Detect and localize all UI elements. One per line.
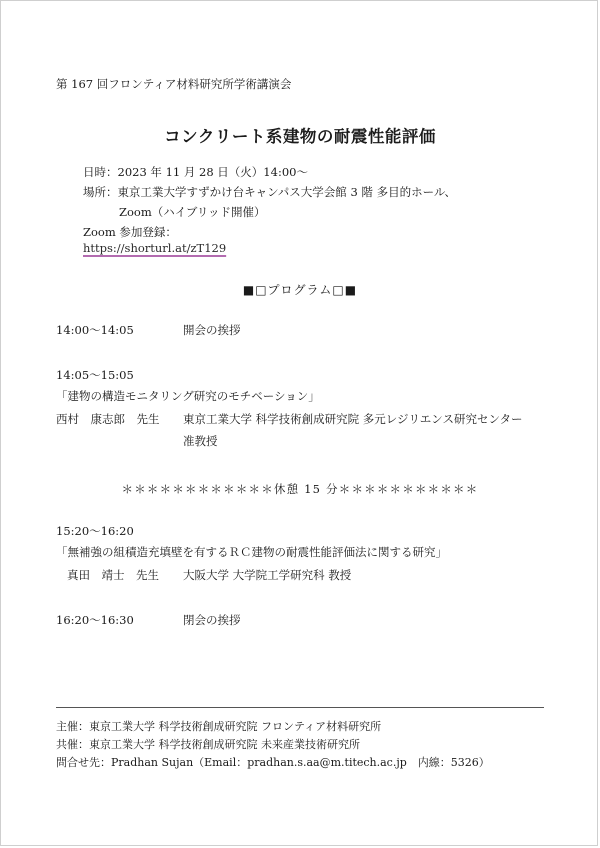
place-line-1: 場所：東京工業大学すずかけ台キャンパス大学会館 3 階 多目的ホール、 [83, 185, 456, 199]
talk1-title: 「建物の構造モニタリング研究のモチベーション」 [56, 389, 320, 403]
break-notice: ＊＊＊＊＊＊＊＊＊＊＊＊休憩 15 分＊＊＊＊＊＊＊＊＊＊＊ [121, 482, 479, 496]
talk1-speaker: 西村 康志郎 先生 [56, 412, 160, 426]
talk1-time: 14:05～15:05 [56, 368, 134, 382]
zoom-label: Zoom 参加登録： [83, 225, 177, 239]
lecture-series: 第 167 回フロンティア材料研究所学術講演会 [56, 77, 292, 91]
talk2-affiliation: 大阪大学 大学院工学研究科 教授 [183, 568, 352, 582]
opening-label: 開会の挨拶 [183, 323, 241, 337]
closing-time: 16:20～16:30 [56, 613, 134, 627]
page-title: コンクリート系建物の耐震性能評価 [164, 127, 436, 146]
talk2-title: 「無補強の組積造充填壁を有するＲＣ建物の耐震性能評価法に関する研究」 [56, 545, 447, 559]
place-line-2: Zoom（ハイブリッド開催） [119, 205, 266, 219]
program-heading: ■□プログラム□■ [242, 283, 358, 297]
datetime: 日時：2023 年 11 月 28 日（火）14:00～ [83, 165, 308, 179]
co-organizer: 共催：東京工業大学 科学技術創成研究院 未来産業技術研究所 [56, 738, 360, 751]
talk1-position: 准教授 [183, 434, 218, 448]
closing-label: 閉会の挨拶 [183, 613, 241, 627]
footer-divider [56, 707, 544, 708]
opening-time: 14:00～14:05 [56, 323, 134, 337]
contact: 問合せ先：Pradhan Sujan（Email：pradhan.s.aa@m.titech.ac.jp 内線：5326） [56, 756, 490, 769]
organizer: 主催：東京工業大学 科学技術創成研究院 フロンティア材料研究所 [56, 720, 382, 733]
talk2-time: 15:20～16:20 [56, 524, 134, 538]
talk1-affiliation: 東京工業大学 科学技術創成研究院 多元レジリエンス研究センター [183, 412, 523, 426]
zoom-registration-link[interactable]: https://shorturl.at/zT129 [83, 241, 227, 255]
talk2-speaker: 真田 靖士 先生 [67, 568, 159, 582]
